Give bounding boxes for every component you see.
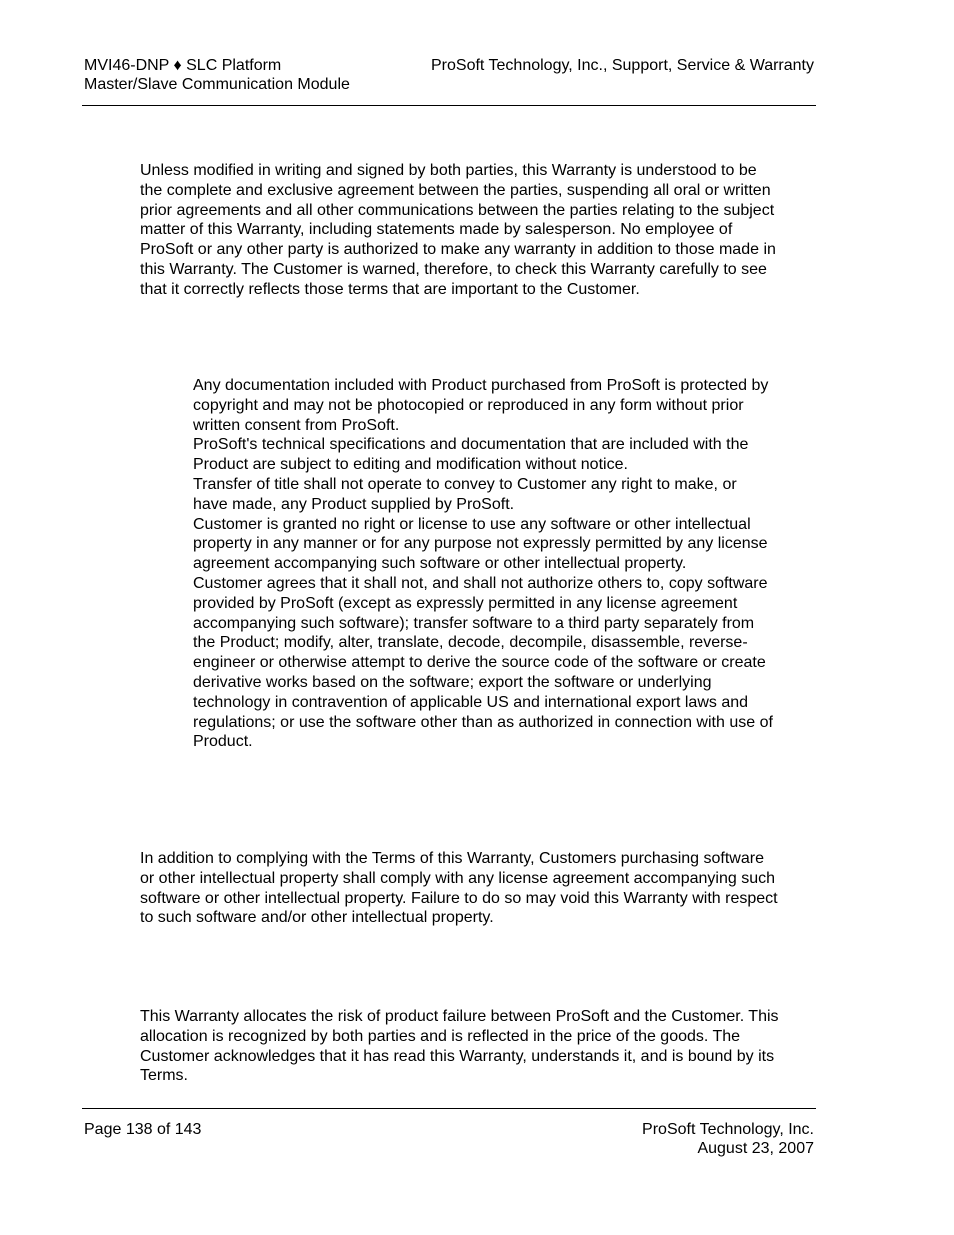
license-compliance-paragraph: In addition to complying with the Terms of this Warranty, Customers purchasing software or other intellectual property shall comply with any license agreement accompanying such software or other intellectual property. Failure to do so may void this Warranty with respect to such software and/or other intellectual property. — [140, 850, 778, 927]
footer-company-block — [642, 1120, 814, 1158]
header-section-title: ProSoft Technology, Inc., Support, Service & Warranty — [431, 57, 814, 74]
list-item: Customer agrees that it shall not, and shall not authorize others to, copy software provided by ProSoft (except as expressly permitted in any license agreement accompanying such software); transfer software to a third party separately from the Product; modify, alter, translate, decode, decompile, disassemble, reverse-engineer or otherwise attempt to derive the source code of the software or create derivative works based on the software; export the software or underlying technology in contravention of applicable US and international export laws and regulations; or use the software other than as authorized in connection with use of Product. — [193, 574, 773, 751]
list-item: Transfer of title shall not operate to convey to Customer any right to make, or have made, any Product supplied by ProSoft. — [193, 475, 737, 513]
header-divider — [82, 105, 816, 106]
warranty-agreement-paragraph: Unless modified in writing and signed by both parties, this Warranty is understood to be the complete and exclusive agreement between the parties, suspending all oral or written prior agreements and all other communications between the parties relating to the subject matter of this Warranty, including statements made by salesperson. No employee of ProSoft or any other party is authorized to make any warranty in addition to those made in this Warranty. The Customer is warned, therefore, to check this Warranty carefully to see that it correctly reflects those terms that are important to the Customer. — [140, 162, 776, 298]
list-item: Any documentation included with Product purchased from ProSoft is protected by copyright and may not be photocopied or reproduced in any form without prior written consent from ProSoft. — [193, 377, 769, 434]
footer-divider — [82, 1108, 816, 1109]
footer-company: ProSoft Technology, Inc. — [642, 1121, 814, 1138]
list-item: Customer is granted no right or license to use any software or other intellectual property in any manner or for any purpose not expressly permitted by any license agreement accompanying such software or other intellectual property. — [193, 515, 768, 573]
risk-allocation-paragraph: This Warranty allocates the risk of product failure between ProSoft and the Customer. This allocation is recognized by both parties and is reflected in the price of the goods. The Customer acknowledges that it has read this Warranty, understands it, and is bound by its Terms. — [140, 1008, 779, 1085]
header-product-block — [84, 56, 350, 94]
header-product-title: MVI46-DNP ♦ SLC Platform — [84, 57, 282, 74]
footer-date: August 23, 2007 — [697, 1140, 814, 1157]
page-number: Page 138 of 143 — [84, 1121, 202, 1138]
header-product-subtitle: Master/Slave Communication Module — [84, 76, 350, 93]
intellectual-property-list — [193, 376, 773, 752]
page-header — [84, 56, 814, 106]
list-item: ProSoft's technical specifications and documentation that are included with the Product are subject to editing and modification without notice. — [193, 436, 749, 474]
